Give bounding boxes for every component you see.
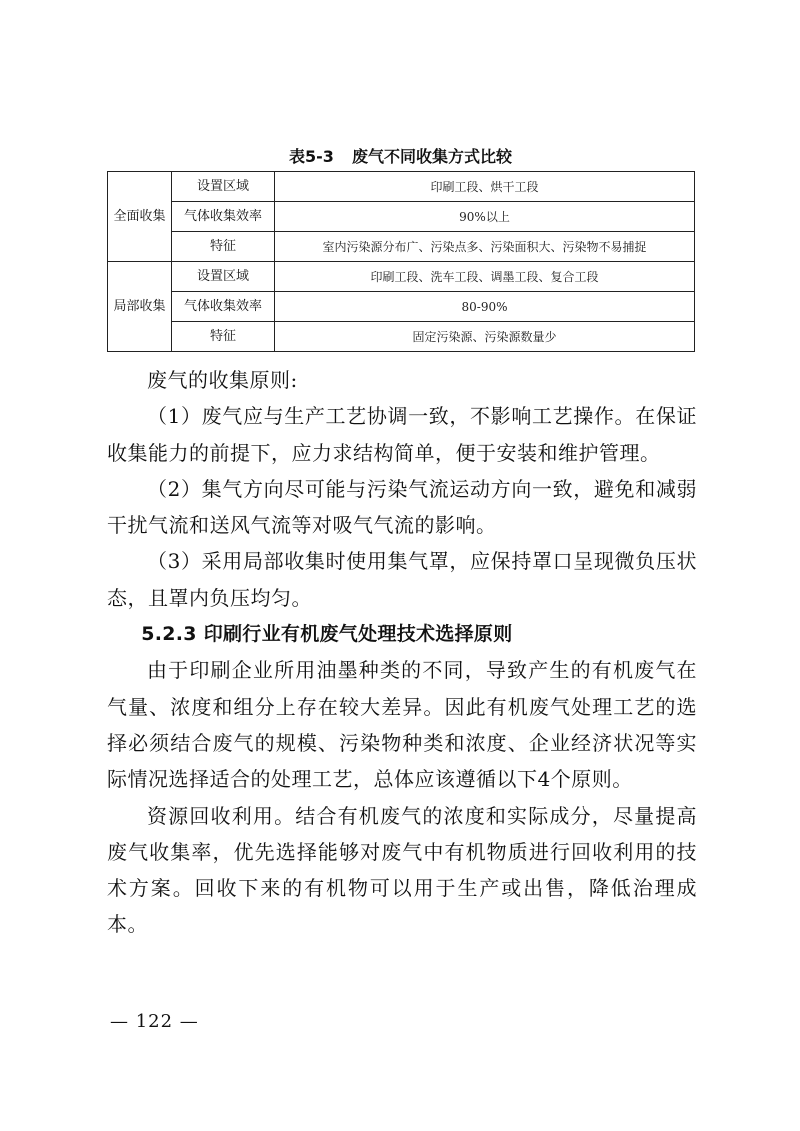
principles-heading: 废气的收集原则: — [147, 368, 298, 392]
table-row — [108, 232, 695, 262]
attribute-cell: 设置区域 — [172, 172, 275, 202]
group-cell-local: 局部收集 — [108, 262, 172, 352]
value-cell: 印刷工段、洗车工段、调墨工段、复合工段 — [275, 262, 695, 292]
value-cell: 90%以上 — [275, 202, 695, 232]
table-row — [108, 172, 695, 202]
attribute-cell: 气体收集效率 — [172, 292, 275, 322]
attribute-cell: 特征 — [172, 322, 275, 352]
attribute-cell: 设置区域 — [172, 262, 275, 292]
value-cell: 印刷工段、烘干工段 — [275, 172, 695, 202]
group-cell-full: 全面收集 — [108, 172, 172, 262]
table-row — [108, 262, 695, 292]
table-row — [108, 202, 695, 232]
attribute-cell: 特征 — [172, 232, 275, 262]
principle-3: （3）采用局部收集时使用集气罩，应保持罩口呈现微负压状态，且罩内负压均匀。 — [107, 549, 697, 610]
body-text — [107, 362, 697, 943]
principle-2: （2）集气方向尽可能与污染气流运动方向一致，避免和减弱干扰气流和送风气流等对吸气气流的影响。 — [107, 476, 697, 538]
table-caption-number: 表5-3 — [289, 147, 334, 166]
value-cell: 80-90% — [275, 292, 695, 322]
paragraph-1: 由于印刷企业所用油墨种类的不同，导致产生的有机废气在气量、浓度和组分上存在较大差异。因此有机废气处理工艺的选择必须结合废气的规模、污染物种类和浓度、企业经济状况等实际情况选择适合的处理工艺，总体应该遵循以下4个原则。 — [107, 658, 697, 792]
table-caption — [107, 146, 694, 168]
table-row — [108, 292, 695, 322]
table-row — [108, 322, 695, 352]
paragraph-2: 资源回收利用。结合有机废气的浓度和实际成分，尽量提高废气收集率，优先选择能够对废气中有机物质进行回收利用的技术方案。回收下来的有机物可以用于生产或出售，降低治理成本。 — [107, 803, 697, 937]
attribute-cell: 气体收集效率 — [172, 202, 275, 232]
table-caption-title: 废气不同收集方式比较 — [351, 147, 512, 166]
principle-1: （1）废气应与生产工艺协调一致，不影响工艺操作。在保证收集能力的前提下，应力求结构简单，便于安装和维护管理。 — [107, 404, 697, 465]
comparison-table — [107, 171, 695, 352]
value-cell: 固定污染源、污染源数量少 — [275, 322, 695, 352]
section-heading: 5.2.3 印刷行业有机废气处理技术选择原则 — [141, 623, 513, 646]
value-cell: 室内污染源分布广、污染点多、污染面积大、污染物不易捕捉 — [275, 232, 695, 262]
page-number: — 122 — — [110, 1011, 199, 1032]
